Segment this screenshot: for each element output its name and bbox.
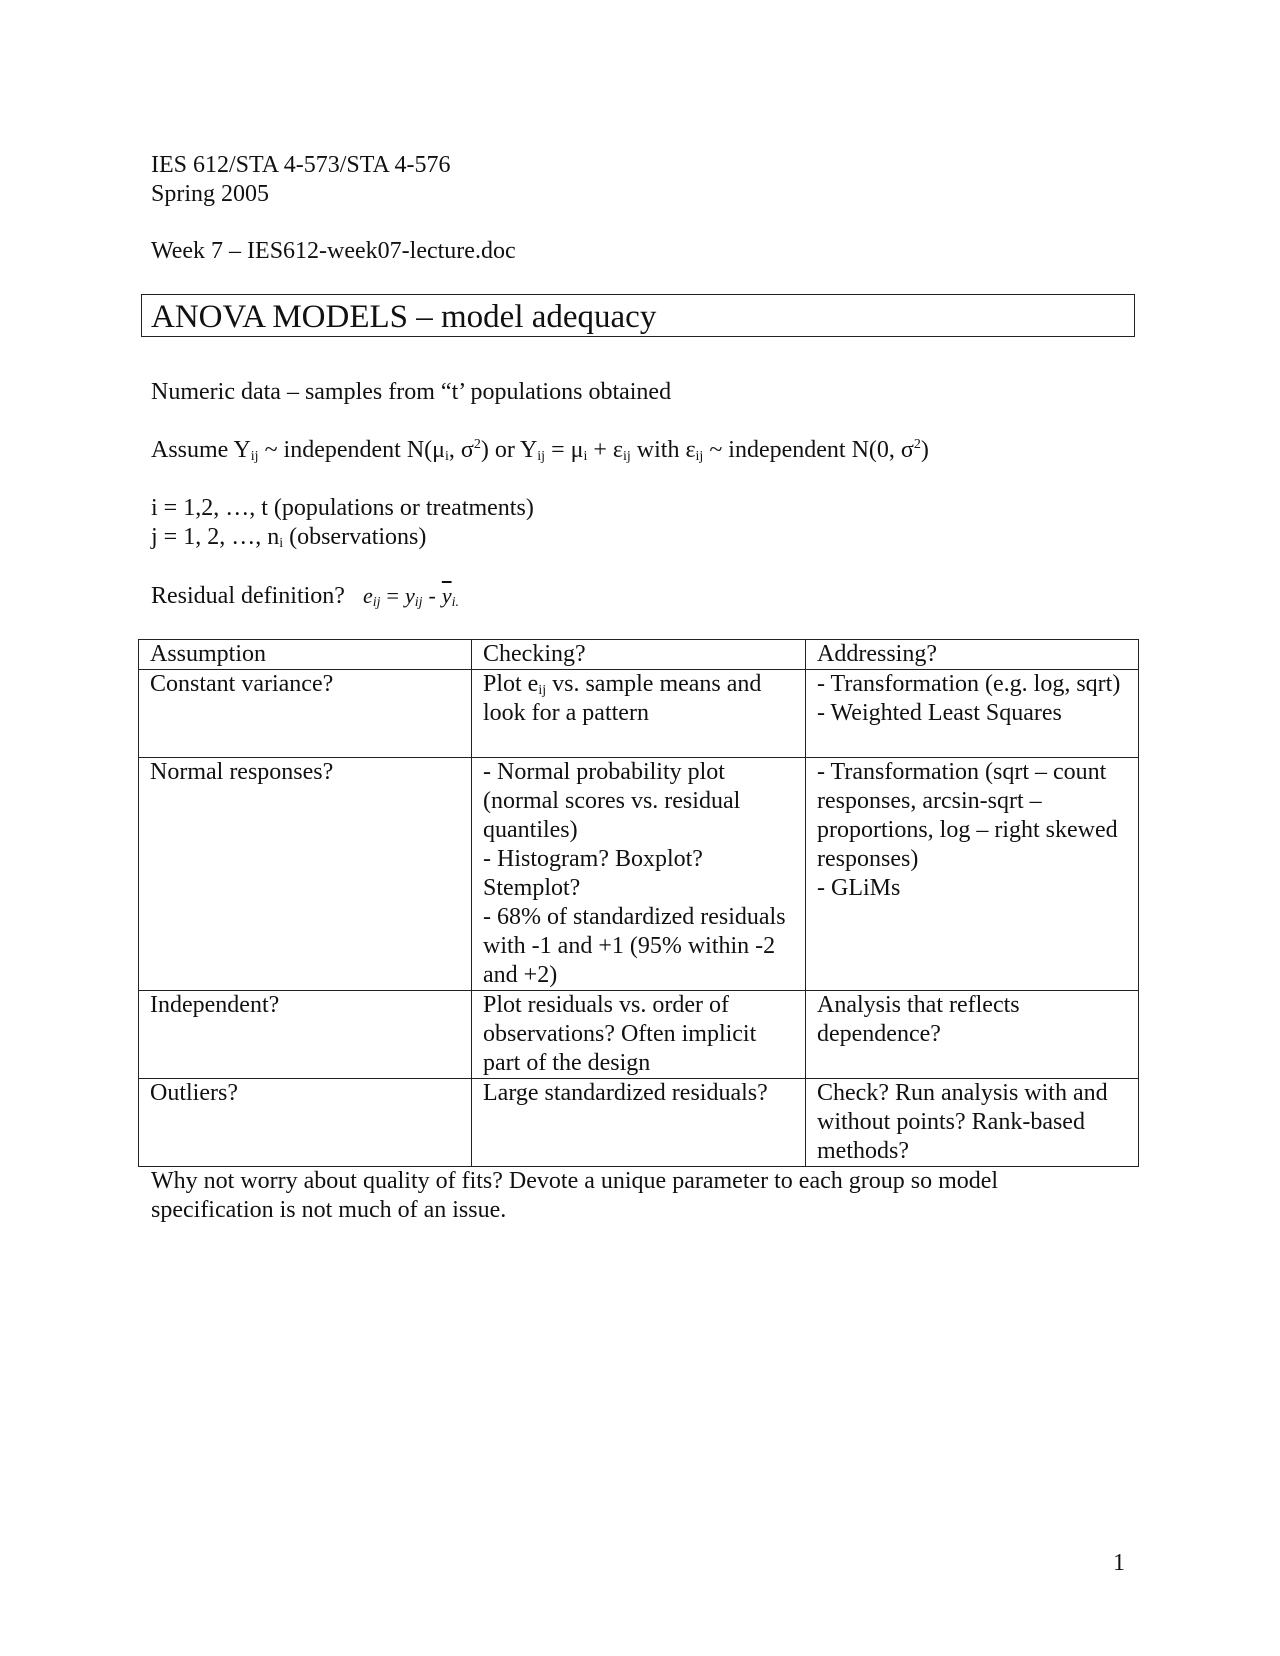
addressing-cell: Check? Run analysis with and without points? Rank-based methods? [806,1079,1139,1167]
assumption-cell: Independent? [139,991,472,1079]
table-row [139,758,1139,991]
table-row [139,991,1139,1079]
page-title: ANOVA MODELS – model adequacy [151,299,657,335]
page-number: 1 [1113,1550,1125,1576]
addressing-cell: - Transformation (sqrt – count responses, arcsin-sqrt – proportions, log – right skewed responses) - GLiMs [806,758,1139,991]
term-header: Spring 2005 [151,181,270,207]
assumptions-table [138,639,1139,1167]
course-header: IES 612/STA 4-573/STA 4-576 [151,152,451,178]
table-header-row [139,640,1139,670]
assumption-cell: Outliers? [139,1079,472,1167]
assumption-cell: Constant variance? [139,670,472,758]
assumption-line: Assume $Y_{ij}$ ~ independent $N(\mu_i$, $\sigma^2$) or $Y_{ij} = \mu_i + \varepsilon_{ij}$ with $\varepsilon_{ij}$ ~ independent N(0, $\sigma^2$) [151,437,929,464]
checking-cell: - Normal probability plot (normal scores vs. residual quantiles) - Histogram? Boxplot? Stemplot? - 68% of standardized residuals with -1 and +1 (95% within -2 and +2) [472,758,806,991]
residual-definition-line [151,581,459,611]
checking-cell: Plot $e_{ij}$ vs. sample means and look for a pattern [472,670,806,758]
closing-text-line-2: specification is not much of an issue. [151,1197,507,1223]
table-row [139,670,1139,758]
i-range-line: i = 1,2, …, t (populations or treatments) [151,495,534,521]
table-row [139,1079,1139,1167]
j-range-line: j = 1, 2, …, $n_i$ (observations) [151,524,427,551]
residual-label: Residual definition? [151,583,345,609]
checking-cell: Large standardized residuals? [472,1079,806,1167]
addressing-cell: Analysis that reflects dependence? [806,991,1139,1079]
header-checking: Checking? [472,640,806,670]
assumption-cell: Normal responses? [139,758,472,991]
header-assumption: Assumption [139,640,472,670]
numeric-data-line: Numeric data – samples from “t’ populations obtained [151,379,672,405]
header-addressing: Addressing? [806,640,1139,670]
addressing-cell: - Transformation (e.g. log, sqrt) - Weighted Least Squares [806,670,1139,758]
residual-formula: $e_{ij} = y_{ij} - \overline{y}_{i.}$ [362,583,459,610]
title-box [141,294,1135,337]
checking-cell: Plot residuals vs. order of observations? Often implicit part of the design [472,991,806,1079]
closing-text-line-1: Why not worry about quality of fits? Devote a unique parameter to each group so model [151,1168,999,1194]
week-header: Week 7 – IES612-week07-lecture.doc [151,238,516,264]
